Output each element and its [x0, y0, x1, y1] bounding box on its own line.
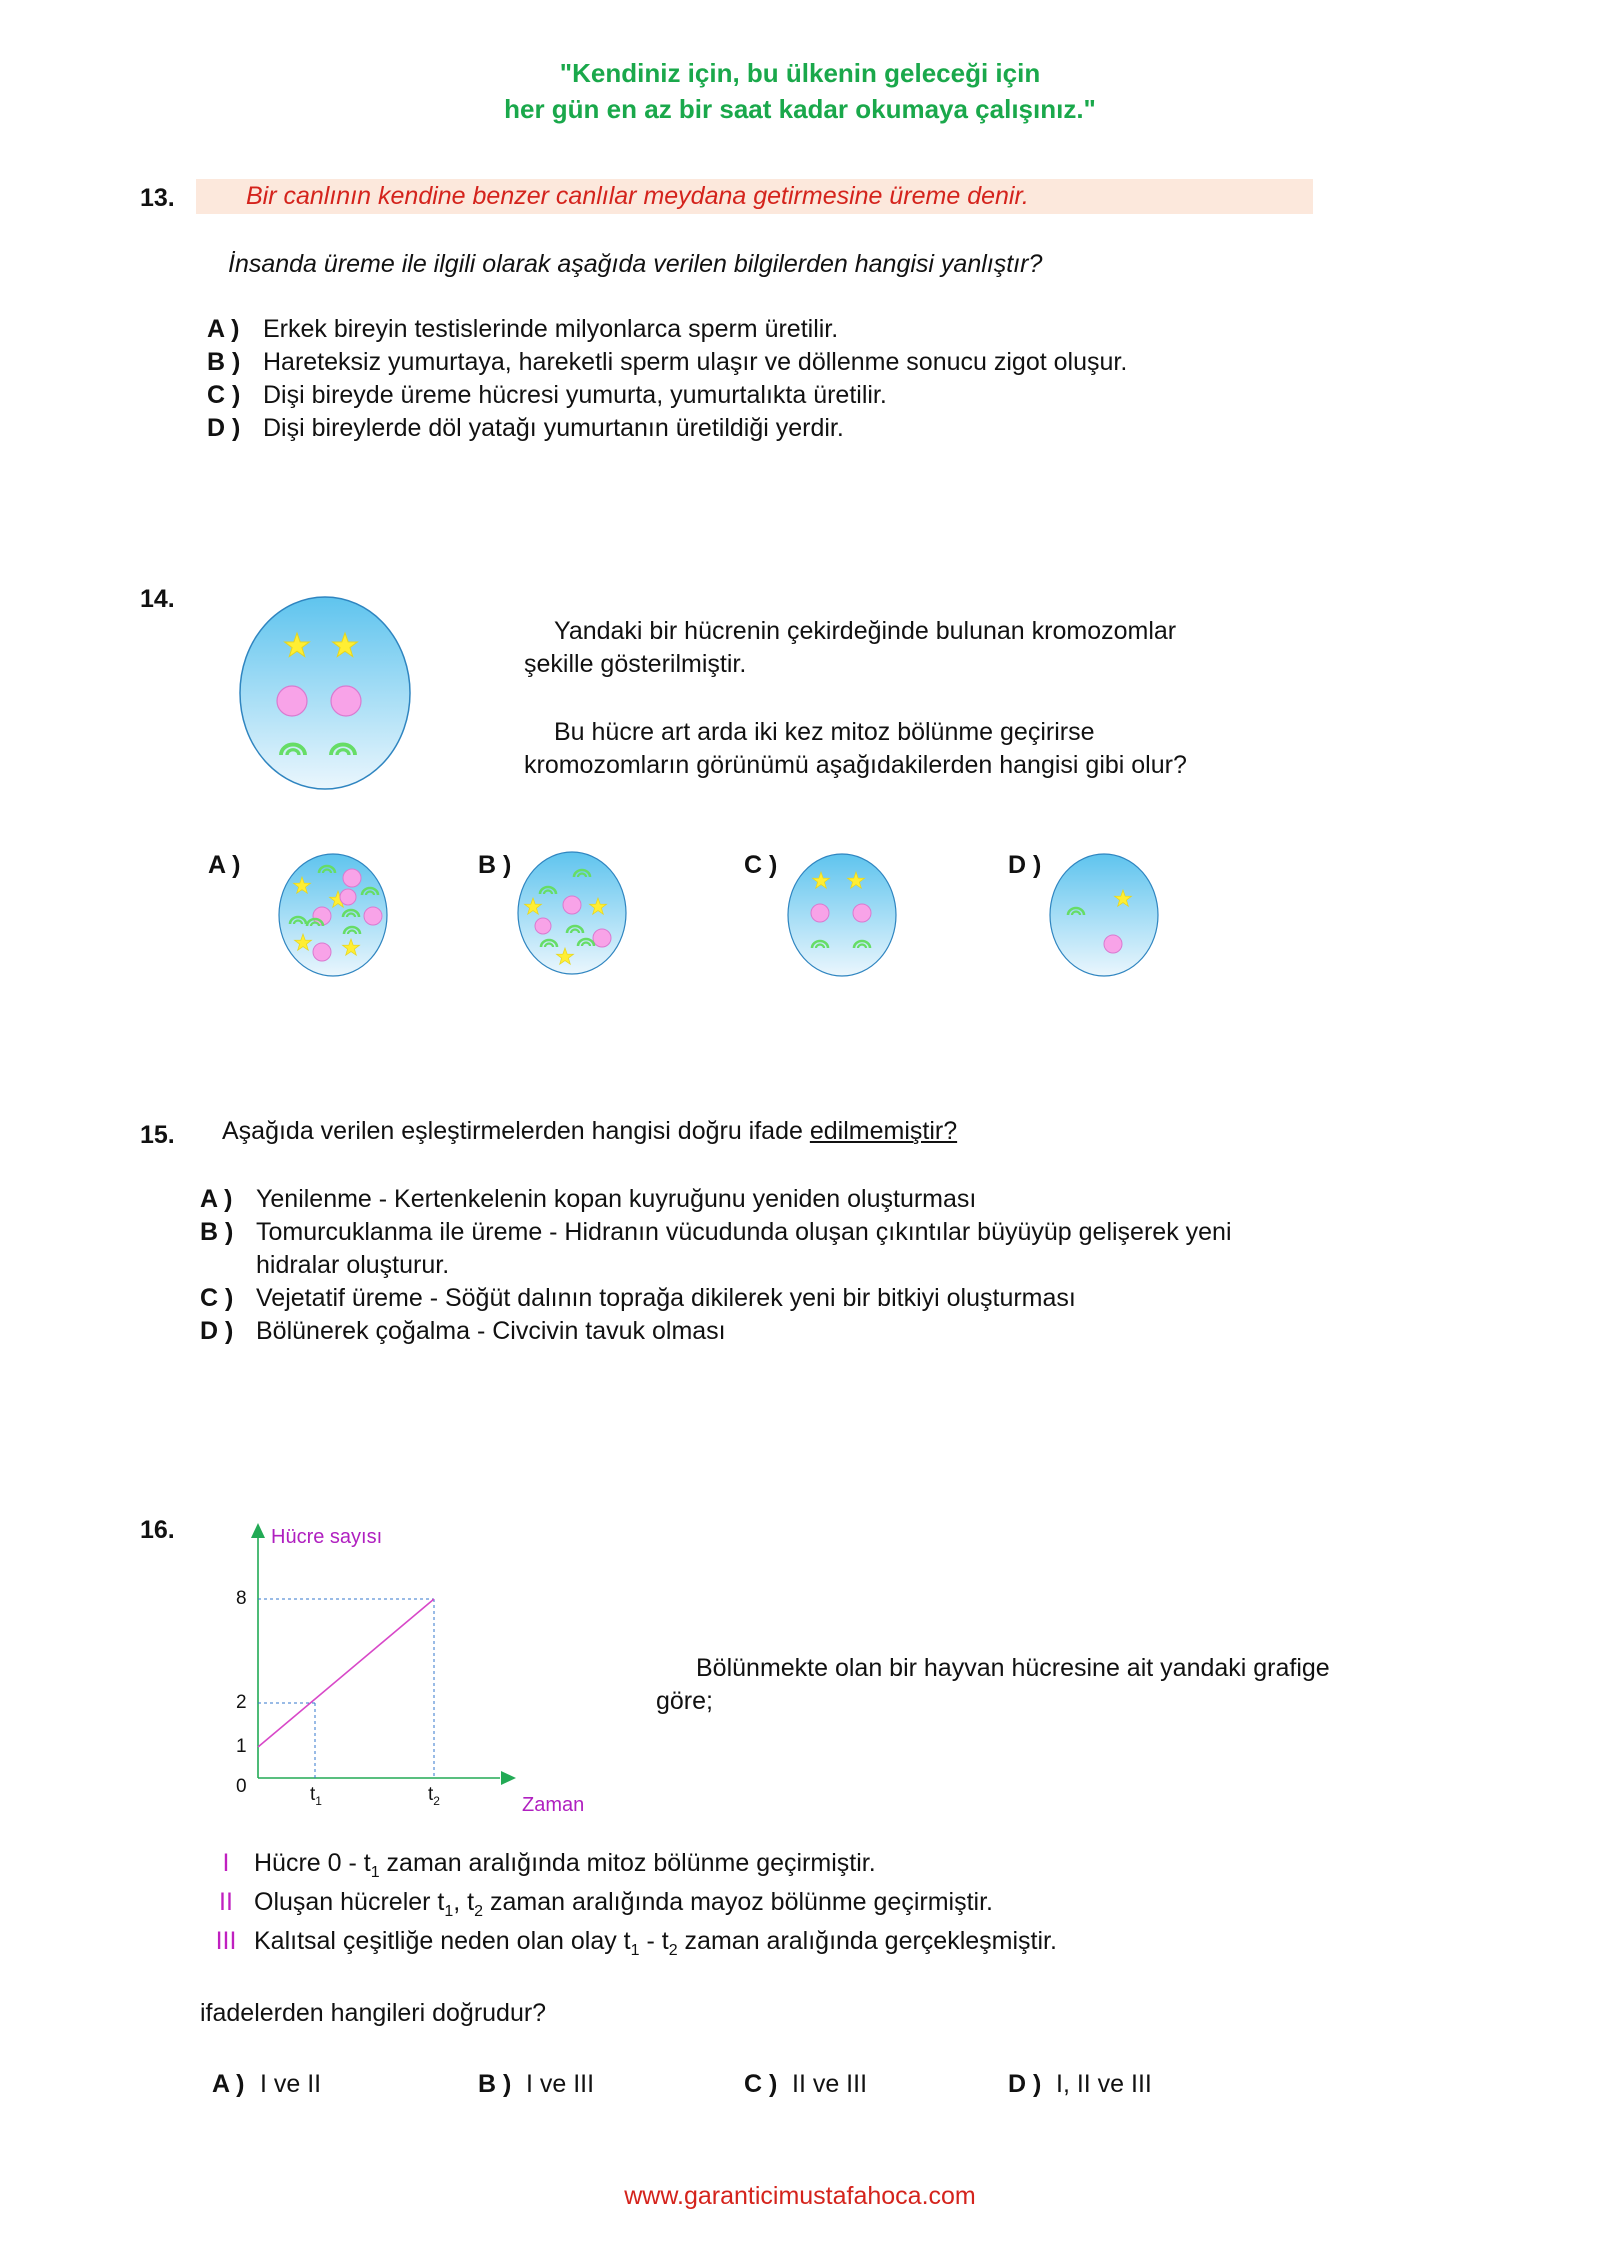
option-letter: B ) — [207, 348, 241, 376]
q14-main-cell — [240, 597, 410, 789]
q14-option-b-label[interactable]: B ) — [478, 851, 512, 879]
roman-numeral: I — [222, 1849, 230, 1877]
q14-p1-line-2: şekille gösterilmiştir. — [524, 650, 747, 678]
option-text: Dişi bireyde üreme hücresi yumurta, yumurtalıkta üretilir. — [263, 381, 887, 409]
q15-question-text: Aşağıda verilen eşleştirmelerden hangisi doğru ifade — [222, 1117, 810, 1145]
q15-question-underlined: edilmemiştir? — [809, 1117, 958, 1145]
option-text: II ve III — [792, 2070, 868, 2098]
footer-link[interactable]: www.garanticimustafahoca.com — [624, 2182, 976, 2210]
q13-question: İnsanda üreme ile ilgili olarak aşağıda verilen bilgilerden hangisi yanlıştır? — [228, 250, 1043, 278]
y-tick-label: 8 — [236, 1588, 247, 1609]
option-letter: B ) — [478, 2070, 512, 2098]
option-text: Vejetatif üreme - Söğüt dalının toprağa dikilerek yeni bir bitkiyi oluşturması — [256, 1284, 1076, 1312]
option-text: I ve III — [526, 2070, 595, 2098]
option-text: Erkek bireyin testislerinde milyonlarca sperm üretilir. — [263, 315, 839, 343]
q14-paragraph-1 — [524, 615, 1176, 681]
q15-option-b[interactable] — [200, 1216, 1232, 1249]
q16-statement-2: II Oluşan hücreler $t_1$, $t_2$ zaman aralığında mayoz bölünme geçirmiştir. — [198, 1886, 1057, 1925]
option-letter: C ) — [200, 1284, 234, 1312]
q15-option-d[interactable] — [200, 1315, 1232, 1348]
round-chromosome-icon — [277, 686, 307, 716]
q16-statements — [198, 1847, 1057, 1964]
motto-line-2: her gün en az bir saat kadar okumaya çalışınız." — [504, 94, 1096, 124]
q14-option-a-label[interactable]: A ) — [208, 851, 241, 879]
option-letter: D ) — [200, 1317, 234, 1345]
y-axis-arrow-icon — [251, 1523, 265, 1538]
q16-question: ifadelerden hangileri doğrudur? — [200, 1999, 547, 2027]
option-letter: A ) — [212, 2070, 245, 2098]
y-tick-label: 2 — [236, 1692, 247, 1713]
question-15-number: 15. — [140, 1121, 175, 1149]
q15-option-b-continuation: hidralar oluşturur. — [256, 1251, 450, 1279]
option-letter: D ) — [207, 414, 241, 442]
q14-option-d-label[interactable]: D ) — [1008, 851, 1042, 879]
q15-options — [200, 1183, 1232, 1348]
q15-option-c[interactable] — [200, 1282, 1232, 1315]
q16-statement-3: III Kalıtsal çeşitliğe neden olan olay $t_1 - t_2$ zaman aralığında gerçekleşmiştir. — [198, 1925, 1057, 1964]
option-letter: C ) — [207, 381, 241, 409]
q16-intro — [656, 1652, 1330, 1718]
q14-option-a-cell[interactable] — [279, 854, 387, 976]
option-text: I ve II — [260, 2070, 322, 2098]
question-16-number: 16. — [140, 1516, 175, 1544]
origin-label: 0 — [236, 1776, 247, 1797]
round-chromosome-icon — [331, 686, 361, 716]
q14-option-c-label[interactable]: C ) — [744, 851, 778, 879]
option-text: Tomurcuklanma ile üreme - Hidranın vücudunda oluşan çıkıntılar büyüyüp gelişerek yeni — [256, 1218, 1232, 1246]
option-text: Bölünerek çoğalma - Civcivin tavuk olması — [256, 1317, 726, 1345]
roman-numeral: II — [219, 1888, 233, 1916]
option-text: Yenilenme - Kertenkelenin kopan kuyruğunu yeniden oluşturması — [256, 1185, 977, 1213]
y-axis-label: Hücre sayısı — [271, 1526, 383, 1548]
option-letter: C ) — [744, 2070, 778, 2098]
motto-line-1: "Kendiniz için, bu ülkenin geleceği için — [559, 58, 1041, 88]
option-letter: B ) — [200, 1218, 234, 1246]
x-tick-label-t1: $t_1$ — [310, 1784, 322, 1808]
q14-cell-diagrams — [0, 0, 1600, 1000]
q16-option-a[interactable] — [212, 2068, 321, 2101]
q15-option-a[interactable] — [200, 1183, 1232, 1216]
q16-cell-count-chart — [200, 1505, 620, 1825]
q14-p2-line-1: Bu hücre art arda iki kez mitoz bölünme geçirirse — [554, 718, 1095, 746]
q15-question — [222, 1115, 957, 1148]
q14-p2-line-2: kromozomların görünümü aşağıdakilerden hangisi gibi olur? — [524, 751, 1187, 779]
option-text: Dişi bireylerde döl yatağı yumurtanın üretildiği yerdir. — [263, 414, 844, 442]
x-tick-label-t2: $t_2$ — [428, 1784, 440, 1808]
option-text: I, II ve III — [1056, 2070, 1152, 2098]
q14-option-c-cell[interactable] — [788, 854, 896, 976]
cell-count-series-line — [258, 1599, 434, 1747]
option-text: Hareteksiz yumurtaya, hareketli sperm ulaşır ve döllenme sonucu zigot oluşur. — [263, 348, 1128, 376]
q16-statement-1: I Hücre $0 - t_1$ zaman aralığında mitoz bölünme geçirmiştir. — [198, 1847, 1057, 1886]
q14-p1-line-1: Yandaki bir hücrenin çekirdeğinde bulunan kromozomlar — [554, 617, 1177, 645]
question-13-number: 13. — [140, 184, 175, 212]
q13-statement: Bir canlının kendine benzer canlılar meydana getirmesine üreme denir. — [246, 182, 1029, 210]
x-axis-label: Zaman — [522, 1794, 585, 1816]
q16-intro-line-1: Bölünmekte olan bir hayvan hücresine ait yandaki grafige — [696, 1654, 1330, 1682]
x-axis-arrow-icon — [501, 1771, 516, 1785]
q14-option-b-cell[interactable] — [518, 852, 626, 974]
roman-numeral: III — [215, 1927, 237, 1955]
q14-paragraph-2 — [524, 716, 1187, 782]
option-letter: D ) — [1008, 2070, 1042, 2098]
option-letter: A ) — [200, 1185, 233, 1213]
y-tick-label: 1 — [236, 1736, 247, 1757]
q16-option-c[interactable] — [744, 2068, 867, 2101]
q14-option-d-cell[interactable] — [1050, 854, 1158, 976]
option-letter: A ) — [207, 315, 240, 343]
q16-intro-line-2: göre; — [656, 1687, 713, 1715]
q16-option-b[interactable] — [478, 2068, 594, 2101]
question-14-number: 14. — [140, 585, 175, 613]
q16-option-d[interactable] — [1008, 2068, 1152, 2101]
